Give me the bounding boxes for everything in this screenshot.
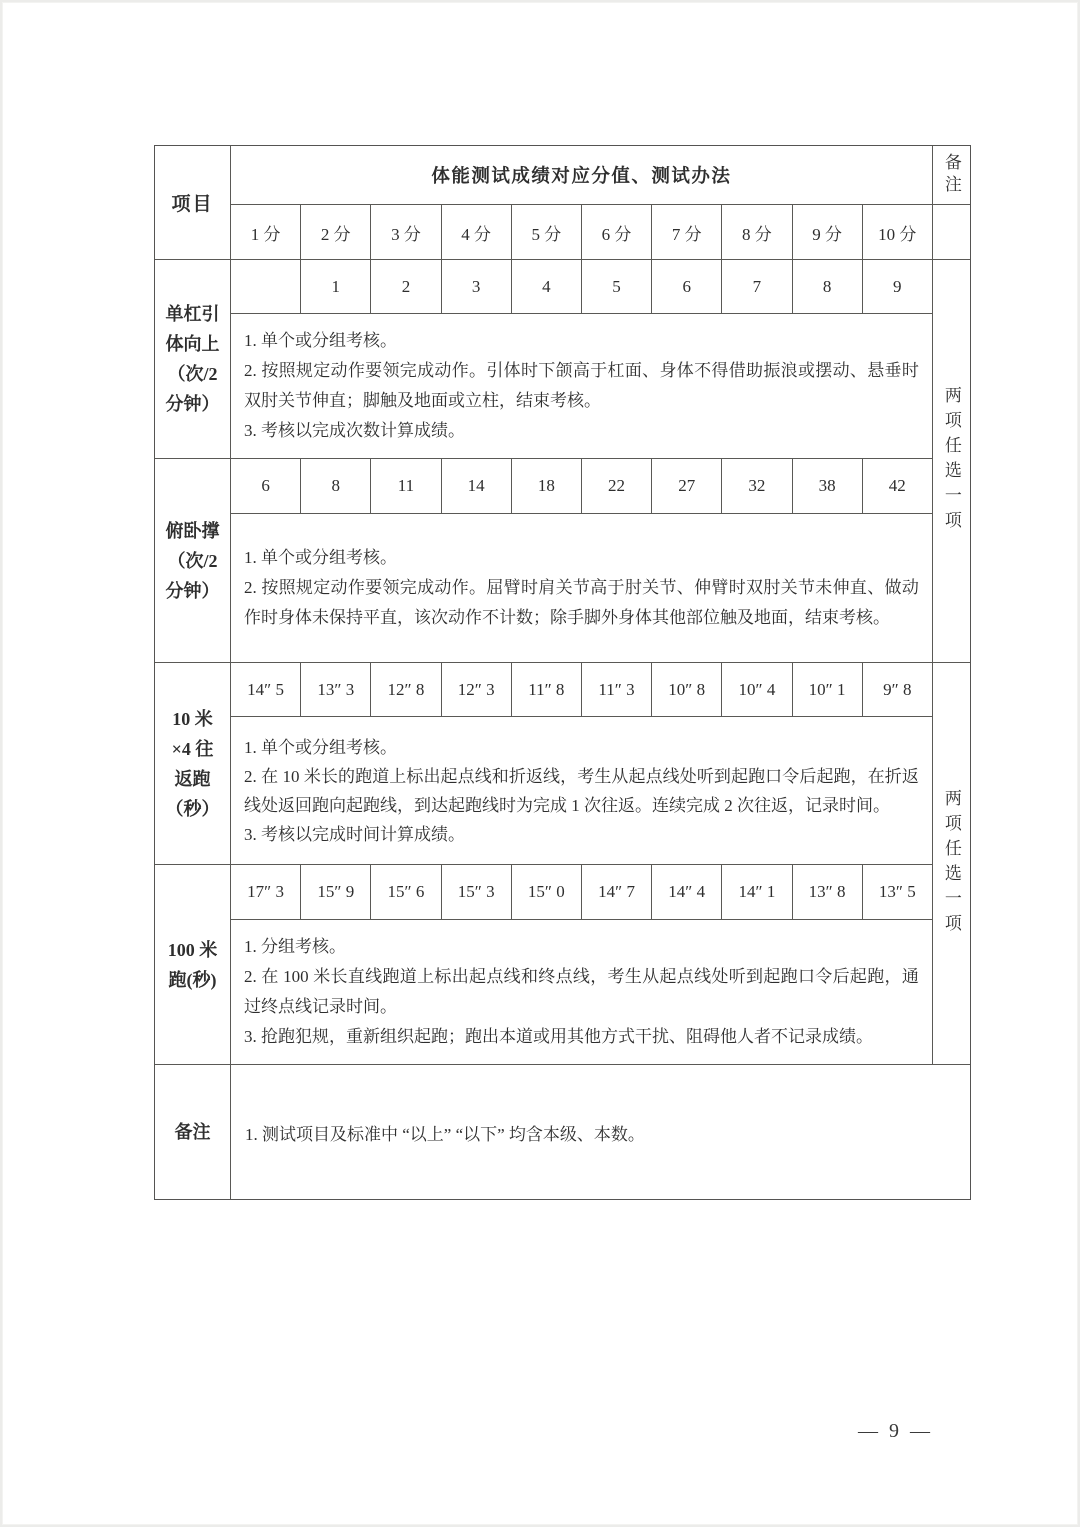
shuttle-value-10: 9″ 8 xyxy=(863,663,933,717)
sprint-value-8: 14″ 1 xyxy=(722,865,792,920)
method-item: 3. 考核以完成时间计算成绩。 xyxy=(244,824,465,844)
score-header-2: 2 分 xyxy=(301,205,371,260)
pushup-value-4: 14 xyxy=(442,459,512,514)
pullup-value-9: 8 xyxy=(793,260,863,314)
note-empty-cell xyxy=(933,205,970,260)
method-item: 1. 分组考核。 xyxy=(244,937,346,956)
page-number: — 9 — xyxy=(858,1420,933,1442)
pushup-value-9: 38 xyxy=(793,459,863,514)
score-header-5: 5 分 xyxy=(512,205,582,260)
score-header-7: 7 分 xyxy=(652,205,722,260)
pullup-value-3: 2 xyxy=(371,260,441,314)
shuttle-value-6: 11″ 3 xyxy=(582,663,652,717)
method-item: 1. 单个或分组考核。 xyxy=(244,548,397,567)
method-item: 3. 考核以完成次数计算成绩。 xyxy=(244,421,465,440)
shuttle-value-8: 10″ 4 xyxy=(722,663,792,717)
section-label-shuttle: 10 米 ×4 往 返跑 （秒） xyxy=(155,663,231,865)
pushup-value-5: 18 xyxy=(512,459,582,514)
pushup-value-3: 11 xyxy=(371,459,441,514)
shuttle-value-3: 12″ 8 xyxy=(371,663,441,717)
score-header-3: 3 分 xyxy=(371,205,441,260)
score-header-1: 1 分 xyxy=(231,205,301,260)
sprint-method-text xyxy=(231,920,933,1065)
score-header-9: 9 分 xyxy=(793,205,863,260)
pushup-value-1: 6 xyxy=(231,459,301,514)
pullup-value-4: 3 xyxy=(442,260,512,314)
pushup-value-6: 22 xyxy=(582,459,652,514)
pullup-value-1 xyxy=(231,260,301,314)
footer-remark-label: 备注 xyxy=(155,1065,231,1199)
table-title: 体能测试成绩对应分值、测试办法 xyxy=(231,146,933,205)
note-column-header xyxy=(933,146,970,205)
fitness-test-table xyxy=(154,145,971,1200)
section-label-sprint: 100 米 跑(秒) xyxy=(155,865,231,1065)
pushup-value-2: 8 xyxy=(301,459,371,514)
sprint-value-9: 13″ 8 xyxy=(793,865,863,920)
section-label-pullup: 单杠引 体向上 （次/2 分钟） xyxy=(155,260,231,459)
shuttle-value-1: 14″ 5 xyxy=(231,663,301,717)
method-item: 2. 在 10 米长的跑道上标出起点线和折返线，考生从起点线处听到起跑口令后起跑，在折返线处返回跑向起跑线，到达起跑线时为完成 1 次往返。连续完成 2 次往返，记录时间。 xyxy=(244,766,919,815)
shuttle-value-4: 12″ 3 xyxy=(442,663,512,717)
note-header-text: 备注 xyxy=(941,153,961,197)
method-item: 1. 单个或分组考核。 xyxy=(244,331,397,350)
score-header-6: 6 分 xyxy=(582,205,652,260)
side-note-lower-text: 两项任选一项 xyxy=(941,788,961,939)
footer-remark-text: 1. 测试项目及标准中 “以上” “以下” 均含本级、本数。 xyxy=(245,1124,645,1144)
pushup-value-10: 42 xyxy=(863,459,933,514)
sprint-value-1: 17″ 3 xyxy=(231,865,301,920)
score-header-8: 8 分 xyxy=(722,205,792,260)
shuttle-value-7: 10″ 8 xyxy=(652,663,722,717)
sprint-value-3: 15″ 6 xyxy=(371,865,441,920)
corner-header-item: 项目 xyxy=(155,146,231,260)
pullup-method-text xyxy=(231,314,933,459)
method-item: 3. 抢跑犯规，重新组织起跑；跑出本道或用其他方式干扰、阻碍他人者不记录成绩。 xyxy=(244,1027,873,1046)
section-label-pushup: 俯卧撑 （次/2 分钟） xyxy=(155,459,231,663)
method-item: 2. 在 100 米长直线跑道上标出起点线和终点线，考生从起点线处听到起跑口令后起跑，通过终点线记录时间。 xyxy=(244,967,919,1016)
pushup-method-text xyxy=(231,514,933,663)
pullup-value-7: 6 xyxy=(652,260,722,314)
method-item: 2. 按照规定动作要领完成动作。引体时下颌高于杠面、身体不得借助振浪或摆动、悬垂时双肘关节伸直；脚触及地面或立柱，结束考核。 xyxy=(244,361,919,410)
sprint-value-5: 15″ 0 xyxy=(512,865,582,920)
sprint-value-2: 15″ 9 xyxy=(301,865,371,920)
method-item: 2. 按照规定动作要领完成动作。屈臂时肩关节高于肘关节、伸臂时双肘关节未伸直、做动作时身体未保持平直，该次动作不计数；除手脚外身体其他部位触及地面，结束考核。 xyxy=(244,578,919,627)
method-item: 1. 单个或分组考核。 xyxy=(244,737,397,757)
side-note-upper xyxy=(933,260,970,663)
sprint-value-6: 14″ 7 xyxy=(582,865,652,920)
side-note-upper-text: 两项任选一项 xyxy=(941,386,961,536)
pullup-value-6: 5 xyxy=(582,260,652,314)
score-header-10: 10 分 xyxy=(863,205,933,260)
pullup-value-10: 9 xyxy=(863,260,933,314)
sprint-value-7: 14″ 4 xyxy=(652,865,722,920)
shuttle-method-text xyxy=(231,717,933,865)
score-header-4: 4 分 xyxy=(442,205,512,260)
pullup-value-8: 7 xyxy=(722,260,792,314)
side-note-lower xyxy=(933,663,970,1065)
pushup-value-7: 27 xyxy=(652,459,722,514)
sprint-value-10: 13″ 5 xyxy=(863,865,933,920)
shuttle-value-5: 11″ 8 xyxy=(512,663,582,717)
pushup-value-8: 32 xyxy=(722,459,792,514)
sprint-value-4: 15″ 3 xyxy=(442,865,512,920)
shuttle-value-9: 10″ 1 xyxy=(793,663,863,717)
pullup-value-5: 4 xyxy=(512,260,582,314)
shuttle-value-2: 13″ 3 xyxy=(301,663,371,717)
pullup-value-2: 1 xyxy=(301,260,371,314)
